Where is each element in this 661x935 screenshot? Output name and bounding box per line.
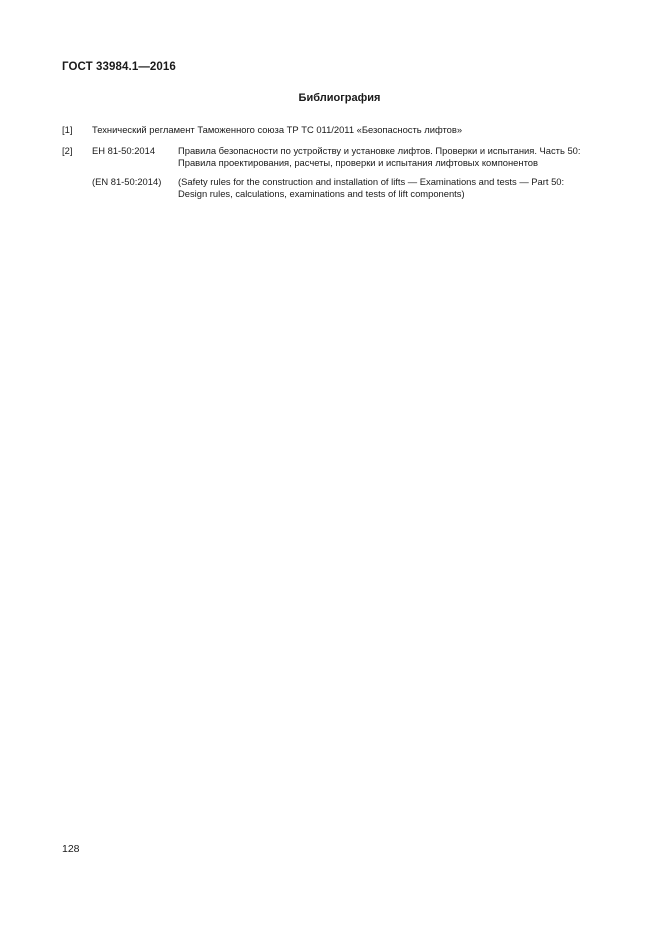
reference-text-line-2: Правила проектирования, расчеты, проверки и испытания лифтовых компонентов: [178, 157, 538, 168]
reference-number: [1]: [62, 124, 73, 135]
reference-text-line-1: Правила безопасности по устройству и установке лифтов. Проверки и испытания. Часть 50:: [178, 145, 581, 156]
page-number: 128: [62, 843, 80, 855]
reference-text-line-1: (Safety rules for the construction and installation of lifts — Examinations and tests — Part 50:: [178, 176, 565, 187]
document-code-header: ГОСТ 33984.1—2016: [62, 61, 176, 73]
reference-code: ЕН 81-50:2014: [92, 145, 156, 156]
reference-code: (EN 81-50:2014): [92, 176, 162, 187]
reference-text-line-2: Design rules, calculations, examinations and tests of lift components): [178, 188, 465, 199]
reference-text: Технический регламент Таможенного союза ТР ТС 011/2011 «Безопасность лифтов»: [92, 124, 463, 135]
reference-number: [2]: [62, 145, 73, 156]
section-title: Библиография: [298, 92, 381, 104]
